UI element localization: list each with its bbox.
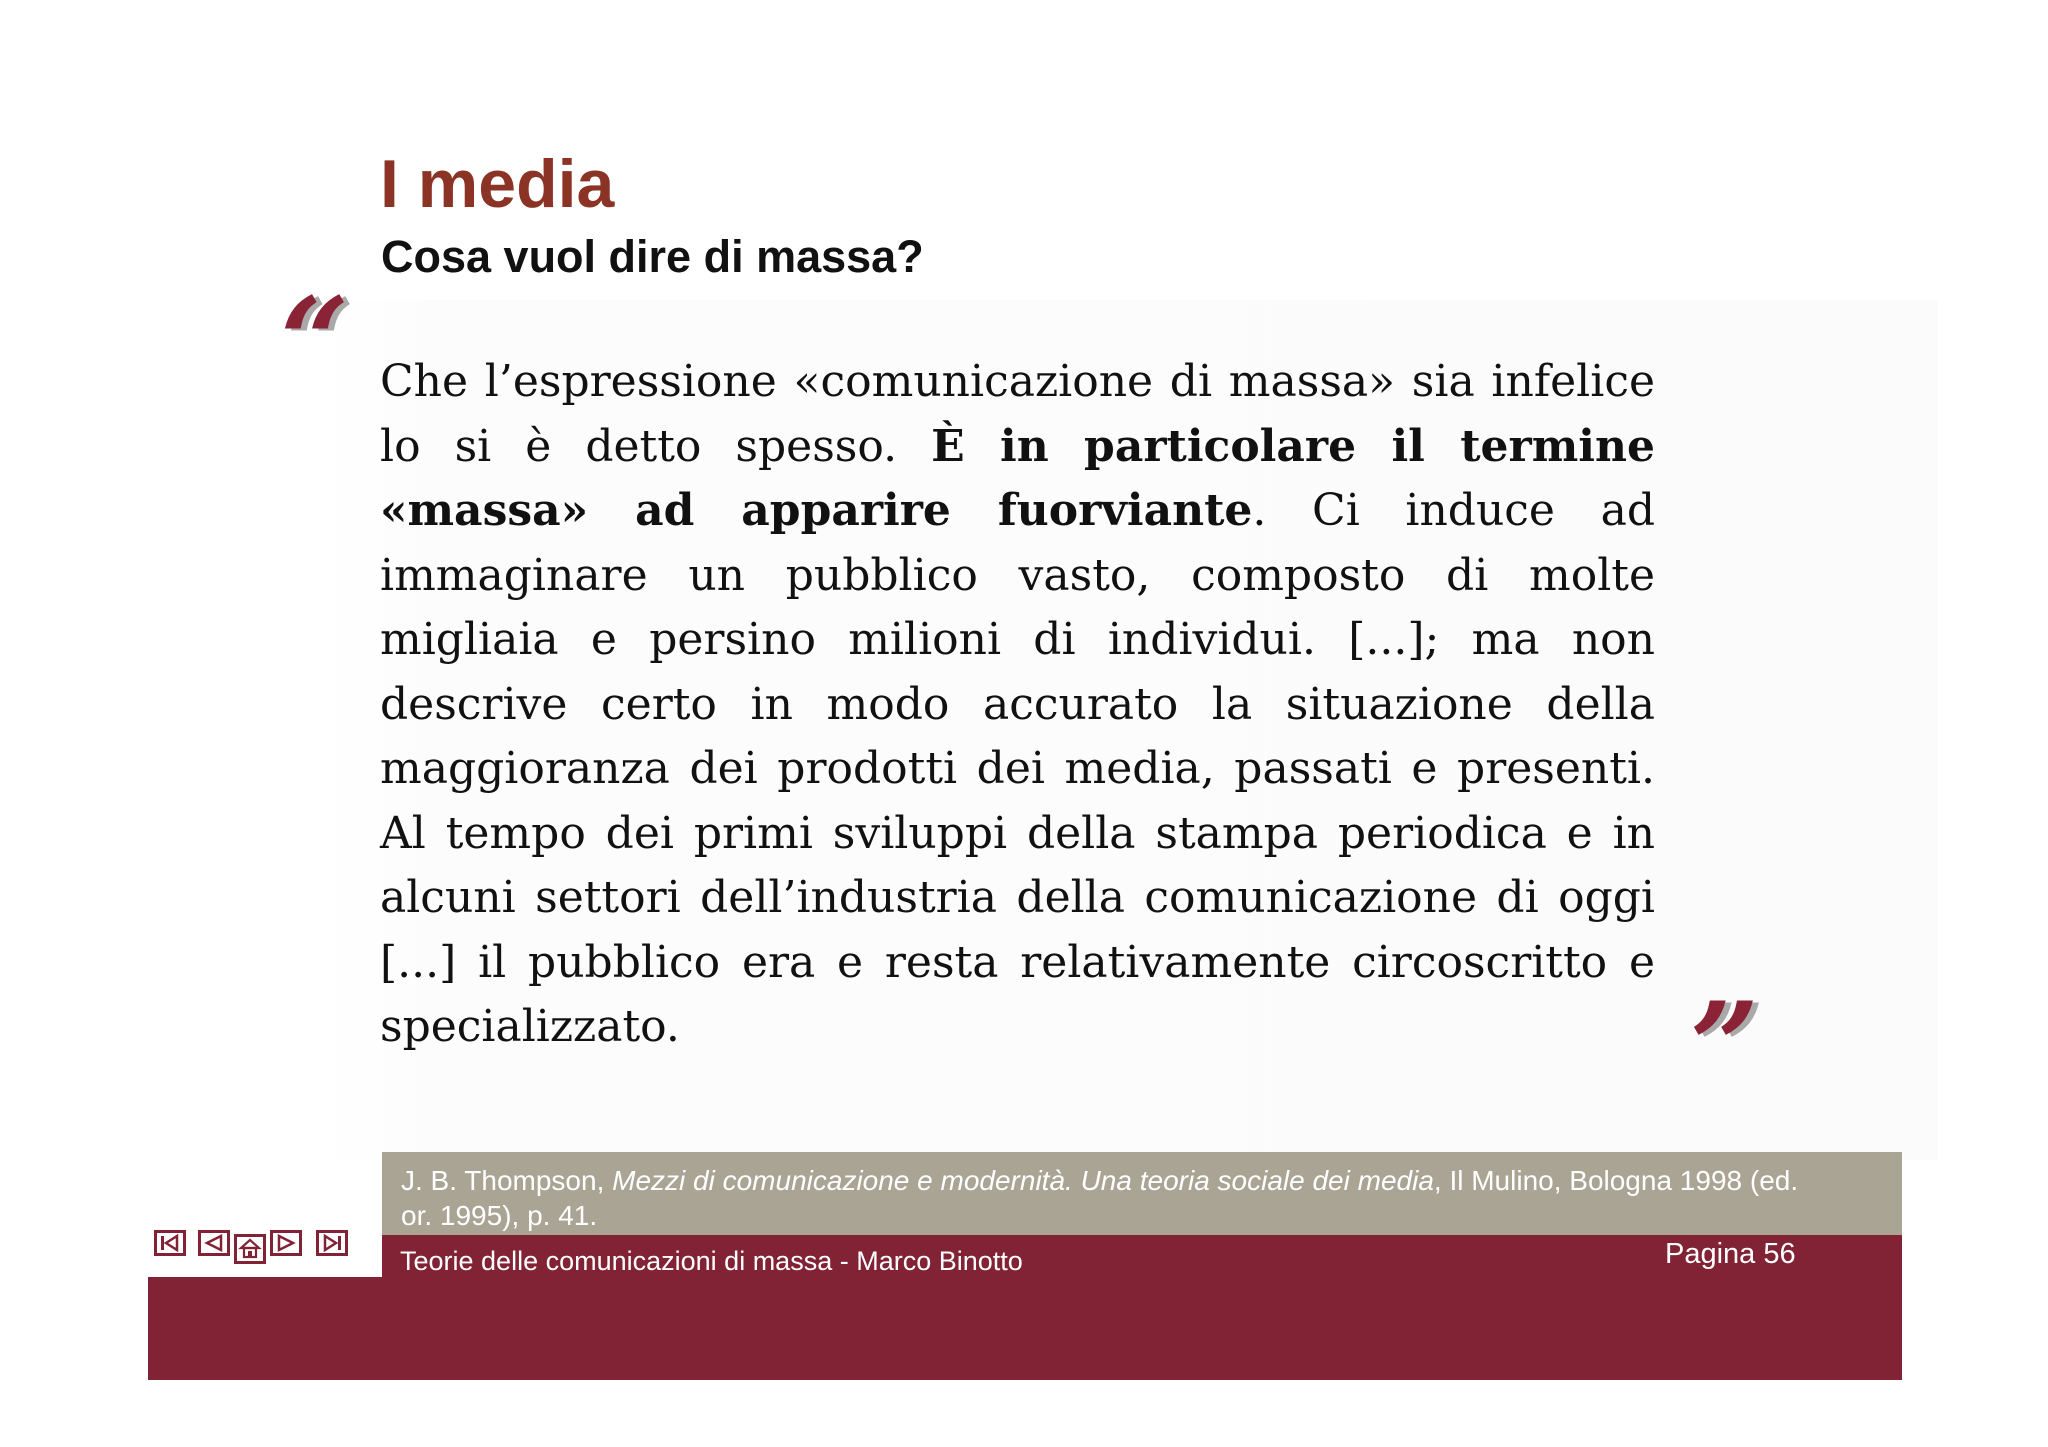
first-slide-icon[interactable] — [154, 1230, 186, 1256]
next-slide-icon[interactable] — [270, 1230, 302, 1256]
footer-course-title: Teorie delle comunicazioni di massa - Marco Binotto — [400, 1246, 1023, 1276]
quote-text-part2: . Ci induce ad immaginare un pubblico vasto, composto di molte migliaia e persino milioni di individui. [...]; ma non descrive certo in modo accurato la situazione della maggioranza dei prodotti dei media, passati e presenti. Al tempo dei primi sviluppi della stampa periodica e in alcuni settori dell’industria della comunicazione di oggi [...] il pubblico era e resta relativamente circoscritto e specializzato. — [380, 485, 1655, 1052]
quote-text-part1: Che l’espressione «comunicazione di massa» sia infelice lo si è detto spesso. — [380, 356, 1655, 472]
citation-details: , Il Mulino, Bologna 1998 (ed. or. 1995), p. 41. — [401, 1165, 1799, 1231]
last-slide-icon[interactable] — [316, 1230, 348, 1256]
page-number: Pagina 56 — [1665, 1238, 1796, 1270]
previous-slide-icon[interactable] — [198, 1230, 230, 1256]
citation — [401, 1163, 1821, 1233]
citation-author: J. B. Thompson, — [401, 1165, 613, 1196]
page-title: I media — [380, 146, 615, 222]
open-quote-icon: “ — [280, 271, 350, 412]
citation-work: Mezzi di comunicazione e modernità. Una teoria sociale dei media — [612, 1165, 1434, 1196]
quote-text — [380, 350, 1655, 1060]
home-icon[interactable] — [234, 1234, 266, 1260]
page-subtitle: Cosa vuol dire di massa? — [381, 231, 924, 282]
close-quote-icon: ” — [1690, 976, 1760, 1117]
quote-text-bold: È in particolare il termine «massa» ad apparire fuorviante — [380, 420, 1655, 536]
